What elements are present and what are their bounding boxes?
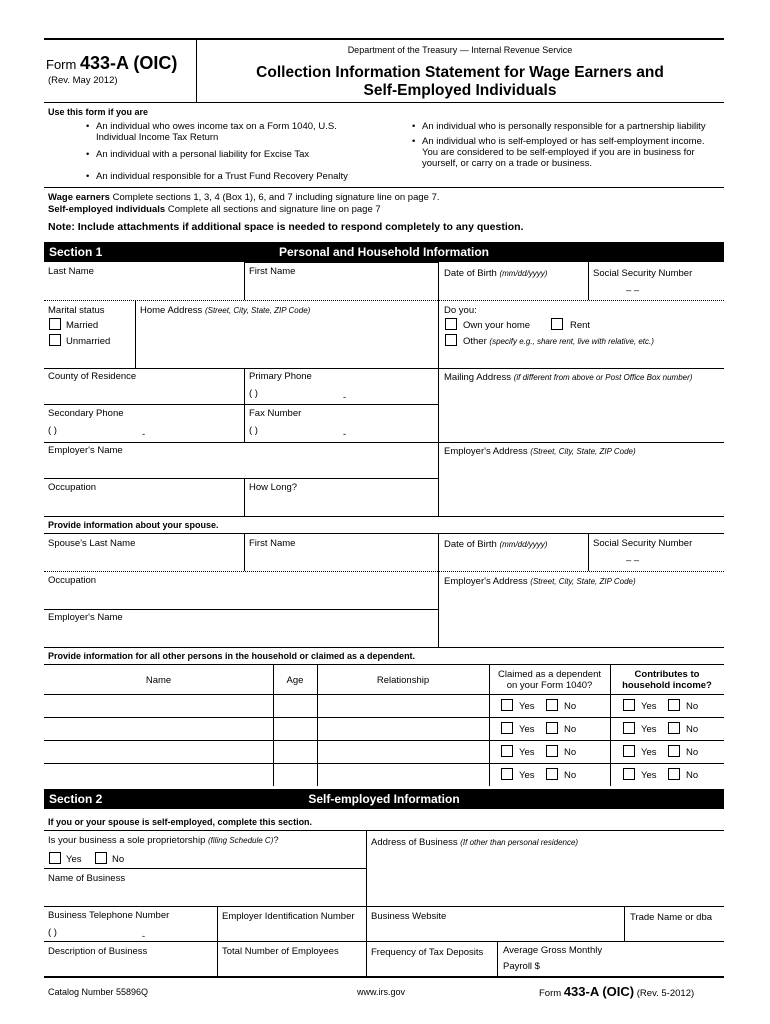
col-relationship-header: Relationship <box>376 675 430 686</box>
r-hh-header-bottom <box>44 694 724 695</box>
footer-form-id <box>539 985 694 1001</box>
ein-label: Employer Identification Number <box>222 911 355 922</box>
bullet-excise-tax: • An individual with a personal liability for Excise Tax <box>86 149 376 160</box>
avg-payroll-label-2: Payroll $ <box>503 961 540 972</box>
intro-rule <box>44 187 724 188</box>
business-phone-dash: - <box>142 931 146 942</box>
claimed-yes-label: Yes <box>519 701 535 712</box>
v-hh-age <box>273 664 274 786</box>
wage-earners-label: Wage earners <box>48 192 110 203</box>
contrib-yes-checkbox[interactable] <box>623 699 635 711</box>
self-employed-line <box>48 204 381 215</box>
business-description-label: Description of Business <box>48 946 148 957</box>
col-claimed-header-1: Claimed as a dependent <box>498 669 601 680</box>
sole-prop-yes-checkbox[interactable] <box>49 852 61 864</box>
contrib-yes-label: Yes <box>641 701 657 712</box>
section2-title: Self-employed Information <box>308 792 460 806</box>
v-biz-address <box>366 830 367 976</box>
wage-earners-text: Complete sections 1, 3, 4 (Box 1), 6, and 7 including signature line on page 7. <box>109 192 440 203</box>
claimed-no-label: No <box>564 724 577 735</box>
spouse-employer-address-hint: (Street, City, State, ZIP Code) <box>530 577 636 586</box>
v-trade-name <box>624 906 625 941</box>
secondary-phone-label: Secondary Phone <box>48 408 124 419</box>
contrib-no-checkbox[interactable] <box>668 722 680 734</box>
business-address-label <box>371 837 578 848</box>
r-spouse-bottom <box>44 647 724 648</box>
col-contrib-header-2: household income? <box>622 680 712 691</box>
claimed-yes-label: Yes <box>519 724 535 735</box>
r-names-bottom <box>44 300 724 301</box>
footer-form-prefix: Form <box>539 988 562 999</box>
sole-prop-hint: (filing Schedule C) <box>208 836 274 845</box>
contrib-no-checkbox[interactable] <box>668 699 680 711</box>
home-address-hint: (Street, City, State, ZIP Code) <box>204 306 311 315</box>
married-checkbox[interactable] <box>49 318 61 330</box>
spouse-employer-address-text: Employer's Address <box>444 576 528 587</box>
form-title-line2: Self-Employed Individuals <box>363 82 557 99</box>
how-long-label: How Long? <box>249 482 298 493</box>
ssn-dashes: – – <box>626 285 640 296</box>
spouse-last-name-label: Spouse's Last Name <box>48 538 136 549</box>
claimed-no-checkbox[interactable] <box>546 722 558 734</box>
contrib-yes-label: Yes <box>641 770 657 781</box>
r-occupation-bottom <box>44 516 724 517</box>
mailing-address-hint: (if different from above or Post Office Box number) <box>513 373 693 382</box>
other-hint: (specify e.g., share rent, live with relative, etc.) <box>489 337 654 346</box>
attachments-note: Note: Include attachments if additional space is needed to respond completely to any question. <box>48 221 524 233</box>
employer-name-label: Employer's Name <box>48 445 123 456</box>
household-heading: Provide information for all other persons in the household or claimed as a dependent. <box>48 651 416 661</box>
r-employer-bottom <box>44 478 438 479</box>
claimed-yes-label: Yes <box>519 770 535 781</box>
bullet-partnership: • An individual who is personally responsible for a partnership liability <box>412 121 712 132</box>
v-payroll <box>497 941 498 976</box>
v-dob <box>438 262 439 368</box>
avg-payroll-label-1: Average Gross Monthly <box>503 945 603 956</box>
own-home-checkbox[interactable] <box>445 318 457 330</box>
wage-earners-line <box>48 192 440 203</box>
r-sole-prop-bottom <box>44 868 366 869</box>
agency-name: Department of the Treasury — Internal Revenue Service <box>347 45 573 55</box>
business-phone-label: Business Telephone Number <box>48 910 170 921</box>
spouse-first-name-label: First Name <box>249 538 296 549</box>
fax-dash: - <box>343 429 347 440</box>
v-occupation <box>244 478 245 516</box>
total-employees-label: Total Number of Employees <box>222 946 339 957</box>
spouse-dob-label <box>444 539 547 550</box>
v-names <box>244 262 245 300</box>
form-prefix: Form <box>46 57 77 72</box>
header-bottom-rule <box>44 102 724 103</box>
spouse-dob-text: Date of Birth <box>444 539 497 550</box>
contrib-no-checkbox[interactable] <box>668 745 680 757</box>
spouse-employer-name-label: Employer's Name <box>48 612 123 623</box>
section1-bar <box>44 242 724 262</box>
r-phone1-bottom <box>44 404 438 405</box>
r-household-heading <box>44 664 724 665</box>
mailing-address-text: Mailing Address <box>444 372 512 383</box>
ssn-label: Social Security Number <box>593 268 693 279</box>
v-mailing <box>438 368 439 442</box>
bullet-self-employed: • An individual who is self-employed or has self-employment income. You are considered to be self-employed if you are in business for yourself, or carry on a trade or business. <box>412 136 712 169</box>
household-row-rule <box>44 717 724 718</box>
home-address-label <box>140 305 310 316</box>
spouse-ssn-dashes: – – <box>626 555 640 566</box>
primary-phone-dash: - <box>343 392 347 403</box>
business-phone-area: ( ) <box>48 927 57 938</box>
catalog-number: Catalog Number 55896Q <box>48 987 149 997</box>
contrib-no-label: No <box>686 747 699 758</box>
employer-address-text: Employer's Address <box>444 446 528 457</box>
contrib-no-label: No <box>686 701 699 712</box>
spouse-ssn-label: Social Security Number <box>593 538 693 549</box>
mailing-address-label <box>444 372 692 383</box>
self-employed-label: Self-employed individuals <box>48 204 166 215</box>
spouse-occupation-label: Occupation <box>48 575 97 586</box>
v-spouse-dob <box>438 533 439 647</box>
r-phone-row-bottom <box>44 941 724 942</box>
fax-label: Fax Number <box>249 408 302 419</box>
primary-phone-area: ( ) <box>249 388 258 399</box>
claimed-no-checkbox[interactable] <box>546 699 558 711</box>
other-checkbox[interactable] <box>445 334 457 346</box>
col-contrib-header-1: Contributes to <box>634 669 700 680</box>
v-employer <box>438 442 439 516</box>
claimed-yes-checkbox[interactable] <box>501 768 513 780</box>
r-spouse-occupation-bottom <box>44 609 438 610</box>
section2-number: Section 2 <box>49 792 103 806</box>
left-bullets <box>86 121 376 188</box>
v-hh-claimed <box>489 664 490 786</box>
married-label: Married <box>66 320 99 331</box>
sole-prop-no-checkbox[interactable] <box>95 852 107 864</box>
sole-prop-no-label: No <box>112 854 125 865</box>
top-rule <box>44 38 724 40</box>
other-text: Other <box>463 336 487 347</box>
business-name-label: Name of Business <box>48 873 126 884</box>
v-spouse-first <box>244 533 245 571</box>
claimed-yes-label: Yes <box>519 747 535 758</box>
business-website-label: Business Website <box>371 911 447 922</box>
col-claimed-header-2: on your Form 1040? <box>506 680 593 691</box>
section2-heading: If you or your spouse is self-employed, complete this section. <box>48 817 313 827</box>
contrib-yes-label: Yes <box>641 724 657 735</box>
claimed-no-checkbox[interactable] <box>546 768 558 780</box>
r-spouse-heading <box>44 533 724 534</box>
footer-form-revision: (Rev. 5-2012) <box>636 988 695 999</box>
primary-phone-label: Primary Phone <box>249 371 312 382</box>
claimed-no-label: No <box>564 701 577 712</box>
r-s2-heading <box>44 830 724 831</box>
dob-format: (mm/dd/yyyy) <box>499 269 548 278</box>
secondary-phone-area: ( ) <box>48 425 57 436</box>
unmarried-label: Unmarried <box>66 336 111 347</box>
business-address-text: Address of Business <box>371 837 458 848</box>
contrib-yes-checkbox[interactable] <box>623 745 635 757</box>
v-marital <box>135 300 136 368</box>
v-hh-rel <box>317 664 318 786</box>
right-bullets <box>412 121 712 175</box>
r-address-bottom <box>44 368 724 369</box>
do-you-label: Do you: <box>444 305 477 316</box>
business-address-hint: (If other than personal residence) <box>460 838 579 847</box>
form-number: 433-A (OIC) <box>79 53 178 73</box>
header-divider <box>196 38 197 102</box>
contrib-yes-label: Yes <box>641 747 657 758</box>
contrib-no-label: No <box>686 724 699 735</box>
form-id <box>46 54 177 74</box>
claimed-no-label: No <box>564 770 577 781</box>
section1-title: Personal and Household Information <box>278 245 490 259</box>
first-name-label: First Name <box>249 266 296 277</box>
employer-address-hint: (Street, City, State, ZIP Code) <box>530 447 636 456</box>
irs-website: www.irs.gov <box>357 987 406 997</box>
dob-text: Date of Birth <box>444 268 497 279</box>
contrib-no-label: No <box>686 770 699 781</box>
col-age-header: Age <box>286 675 304 686</box>
employer-address-label <box>444 446 636 457</box>
other-label <box>463 336 654 347</box>
r-phone2-bottom <box>44 442 724 443</box>
dob-label <box>444 268 547 279</box>
spouse-employer-address-label <box>444 576 636 587</box>
r-biz-name-bottom <box>44 906 724 907</box>
sole-prop-qmark: ? <box>273 835 279 846</box>
v-ssn <box>588 262 589 300</box>
sole-prop-label <box>48 835 279 846</box>
sole-prop-yes-label: Yes <box>66 854 82 865</box>
secondary-phone-dash: - <box>142 429 146 440</box>
own-home-label: Own your home <box>463 320 531 331</box>
home-address-text: Home Address <box>140 305 203 316</box>
form-title-line1: Collection Information Statement for Wage Earners and <box>256 64 664 81</box>
tax-deposit-frequency-label: Frequency of Tax Deposits <box>371 947 484 958</box>
claimed-yes-checkbox[interactable] <box>501 699 513 711</box>
claimed-yes-checkbox[interactable] <box>501 745 513 757</box>
claimed-no-label: No <box>564 747 577 758</box>
marital-status-label: Marital status <box>48 305 105 316</box>
v-spouse-ssn <box>588 533 589 571</box>
spouse-dob-format: (mm/dd/yyyy) <box>499 540 548 549</box>
section2-bar <box>44 789 724 809</box>
bullet-income-tax: • An individual who owes income tax on a Form 1040, U.S. Individual Income Tax Return <box>86 121 376 143</box>
form-revision: (Rev. May 2012) <box>48 75 118 86</box>
sole-prop-text: Is your business a sole proprietorship <box>48 835 206 846</box>
occupation-label: Occupation <box>48 482 97 493</box>
claimed-no-checkbox[interactable] <box>546 745 558 757</box>
fax-area: ( ) <box>249 425 258 436</box>
rent-checkbox[interactable] <box>551 318 563 330</box>
last-name-label: Last Name <box>48 266 94 277</box>
self-employed-text: Complete all sections and signature line on page 7 <box>165 204 381 215</box>
claimed-yes-checkbox[interactable] <box>501 722 513 734</box>
bullet-trust-fund: • An individual responsible for a Trust Fund Recovery Penalty <box>86 171 376 182</box>
r-name-top <box>244 262 438 263</box>
v-hh-contrib <box>610 664 611 786</box>
contrib-yes-checkbox[interactable] <box>623 768 635 780</box>
contrib-no-checkbox[interactable] <box>668 768 680 780</box>
household-row-rule <box>44 740 724 741</box>
footer-form-number: 433-A (OIC) <box>563 984 635 999</box>
unmarried-checkbox[interactable] <box>49 334 61 346</box>
section1-number: Section 1 <box>49 245 103 259</box>
household-row-rule <box>44 763 724 764</box>
trade-name-label: Trade Name or dba <box>630 912 713 923</box>
rent-label: Rent <box>570 320 591 331</box>
col-name-header: Name <box>145 675 172 686</box>
v-county <box>244 368 245 442</box>
county-label: County of Residence <box>48 371 137 382</box>
r-spouse-names-bottom <box>44 571 724 572</box>
use-form-heading: Use this form if you are <box>48 107 149 117</box>
contrib-yes-checkbox[interactable] <box>623 722 635 734</box>
spouse-heading: Provide information about your spouse. <box>48 520 219 530</box>
bottom-rule <box>44 976 724 978</box>
